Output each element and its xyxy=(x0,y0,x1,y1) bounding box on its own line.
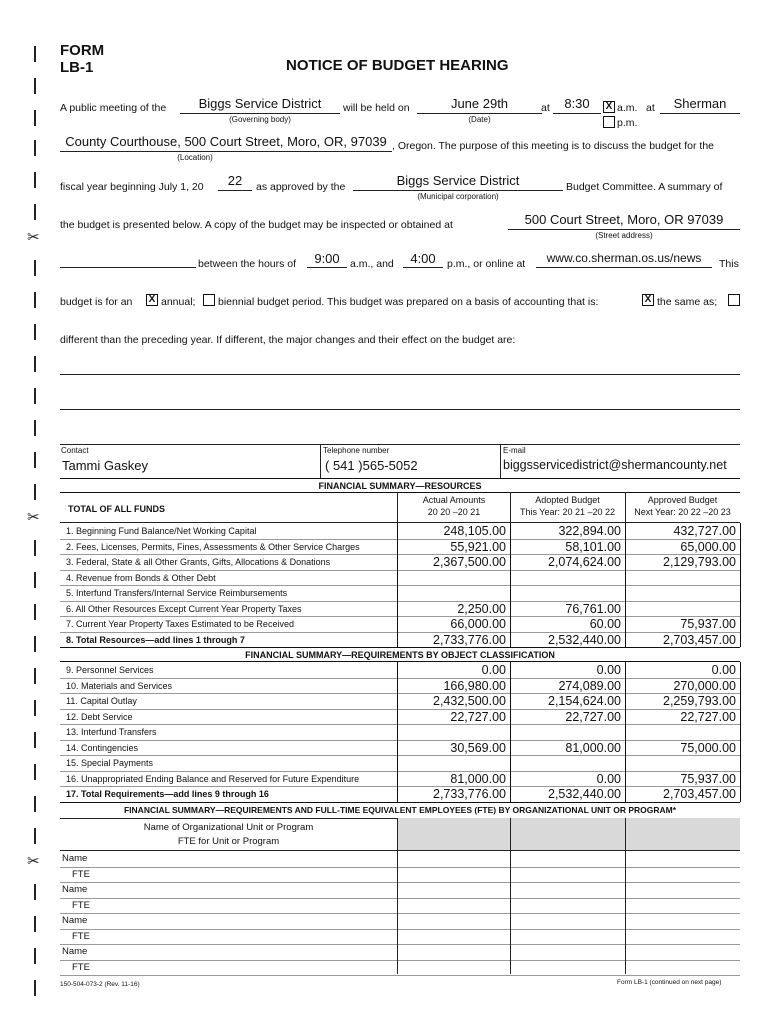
row-label: 15. Special Payments xyxy=(66,758,154,768)
label-annual: annual; xyxy=(161,296,196,308)
phone-number: 565-5052 xyxy=(362,458,418,473)
label-am-and: a.m., and xyxy=(350,258,394,270)
text-oregon: , Oregon. The purpose of this meeting is to discuss the budget for the xyxy=(392,140,714,152)
label-committee: Budget Committee. A summary of xyxy=(566,181,723,193)
fte-header-name: Name of Organizational Unit or Program xyxy=(143,822,314,833)
label-public-meeting: A public meeting of the xyxy=(60,102,167,114)
area-code: 541 xyxy=(332,458,355,473)
location-field[interactable]: County Courthouse, 500 Court Street, Moro, OR, 97039 xyxy=(65,134,387,149)
row-label: 7. Current Year Property Taxes Estimated to be Received xyxy=(66,619,294,629)
row-label: 17. Total Requirements—add lines 9 through 16 xyxy=(66,789,269,799)
label-held-on: will be held on xyxy=(343,102,410,114)
label-between: between the hours of xyxy=(198,258,297,270)
row-label: 16. Unappropriated Ending Balance and Reserved for Future Expenditure xyxy=(66,773,360,784)
amount-cell[interactable]: 0.00 xyxy=(711,663,736,677)
same-as-checkbox[interactable]: X xyxy=(642,294,654,306)
label-approved-by: as approved by the xyxy=(256,181,346,193)
name-row-label: Name xyxy=(62,884,88,895)
col-actual-title: Actual Amounts xyxy=(422,495,486,505)
total-funds-label: TOTAL OF ALL FUNDS xyxy=(68,504,165,514)
label-biennial: biennial budget period. This budget was prepared on a basis of accounting that is: xyxy=(218,296,599,308)
amount-cell[interactable]: 2,129,793.00 xyxy=(663,555,736,569)
row-label: 10. Materials and Services xyxy=(66,680,173,691)
amount-cell[interactable]: 30,569.00 xyxy=(450,740,506,755)
amount-cell[interactable]: 65,000.00 xyxy=(680,539,736,554)
row-label: 9. Personnel Services xyxy=(66,665,154,675)
caption-municipal: (Municipal corporation) xyxy=(417,192,499,201)
governing-body-field[interactable]: Biggs Service District xyxy=(198,96,322,111)
row-label: 3. Federal, State & all Other Grants, Gifts, Allocations & Donations xyxy=(66,557,331,567)
label-email: E-mail xyxy=(503,446,526,455)
footer-code: 150-504-073-2 (Rev. 11-16) xyxy=(60,981,140,988)
label-contact: Contact xyxy=(61,446,89,455)
amount-cell[interactable]: 274,089.00 xyxy=(558,678,621,693)
place-field[interactable]: Sherman xyxy=(673,96,727,111)
email-field[interactable]: biggsservicedistrict@shermancounty.net xyxy=(503,458,727,472)
amount-cell[interactable]: 75,937.00 xyxy=(680,771,736,786)
fte-row-label: FTE xyxy=(72,930,90,942)
caption-date: (Date) xyxy=(468,115,491,124)
blank-line xyxy=(60,267,196,268)
biennial-checkbox[interactable] xyxy=(203,294,215,306)
label-fiscal-year: fiscal year beginning July 1, 20 xyxy=(60,181,204,193)
name-row-label: Name xyxy=(62,853,88,864)
amount-cell[interactable]: 22,727.00 xyxy=(680,709,736,724)
requirements-section-title: FINANCIAL SUMMARY—REQUIREMENTS BY OBJECT CLASSIFICATION xyxy=(245,650,555,660)
street-address-field[interactable]: 500 Court Street, Moro, OR 97039 xyxy=(524,212,724,227)
pm-checkbox[interactable] xyxy=(603,116,615,128)
row-label: 12. Debt Service xyxy=(66,711,133,722)
fte-header-shade xyxy=(397,818,740,850)
amount-cell[interactable]: 2,432,500.00 xyxy=(433,694,506,708)
amount-cell[interactable]: 60.00 xyxy=(589,617,621,631)
row-label: 14. Contingencies xyxy=(66,742,139,753)
amount-cell[interactable]: 2,703,457.00 xyxy=(663,787,736,801)
amount-cell[interactable]: 0.00 xyxy=(481,663,506,677)
col-adopted-title: Adopted Budget xyxy=(535,495,600,505)
amount-cell[interactable]: 2,532,440.00 xyxy=(548,787,621,801)
fte-row-label: FTE xyxy=(72,961,90,973)
fiscal-year-field[interactable]: 22 xyxy=(227,173,243,188)
row-label: 11. Capital Outlay xyxy=(66,696,137,706)
label-pm-online: p.m., or online at xyxy=(447,258,526,270)
amount-cell[interactable]: 2,154,624.00 xyxy=(548,694,621,708)
row-label: 1. Beginning Fund Balance/Net Working Capital xyxy=(66,526,257,536)
amount-cell[interactable]: 22,727.00 xyxy=(450,709,506,724)
amount-cell[interactable]: 322,894.00 xyxy=(558,524,621,538)
row-label: 5. Interfund Transfers/Internal Service Reimbursements xyxy=(66,588,288,598)
amount-cell[interactable]: 2,250.00 xyxy=(457,601,506,616)
label-at: at xyxy=(541,102,550,114)
hours-to-field[interactable]: 4:00 xyxy=(410,251,436,266)
amount-cell[interactable]: 0.00 xyxy=(596,771,621,786)
phone-field[interactable]: ( 541 )565-5052 xyxy=(325,458,418,473)
label-am: a.m. xyxy=(617,102,638,114)
row-label: 4. Revenue from Bonds & Other Debt xyxy=(66,572,216,583)
hours-from-field[interactable]: 9:00 xyxy=(314,251,340,266)
scissors-icon: ✂ xyxy=(27,229,40,246)
fte-section-title: FINANCIAL SUMMARY—REQUIREMENTS AND FULL-TIME EQUIVALENT EMPLOYEES (FTE) BY ORGANIZATIONAL UNIT OR PROGRAM* xyxy=(123,805,677,815)
col-approved-years: Next Year: 20 22 –20 23 xyxy=(634,507,731,517)
changes-line-2[interactable] xyxy=(60,409,740,410)
fte-header-fte: FTE for Unit or Program xyxy=(177,836,280,847)
different-checkbox[interactable] xyxy=(728,294,740,306)
amount-cell[interactable]: 2,074,624.00 xyxy=(548,555,621,569)
amount-cell[interactable]: 166,980.00 xyxy=(443,678,506,693)
amount-cell[interactable]: 58,101.00 xyxy=(565,539,621,554)
amount-cell[interactable]: 248,105.00 xyxy=(443,524,506,538)
page-title: NOTICE OF BUDGET HEARING xyxy=(286,57,509,74)
fte-row-label: FTE xyxy=(72,868,90,880)
date-field[interactable]: June 29th xyxy=(450,96,509,111)
amount-cell[interactable]: 270,000.00 xyxy=(673,678,736,693)
amount-cell[interactable]: 2,367,500.00 xyxy=(433,555,506,569)
amount-cell[interactable]: 81,000.00 xyxy=(450,771,506,786)
caption-location: (Location) xyxy=(177,153,213,162)
footer-next: Form LB-1 (continued on next page) xyxy=(617,979,722,986)
form-id: LB-1 xyxy=(60,59,94,76)
caption-street: (Street address) xyxy=(595,231,653,240)
amount-cell[interactable]: 2,703,457.00 xyxy=(663,632,736,647)
municipal-corp-field[interactable]: Biggs Service District xyxy=(396,173,520,188)
amount-cell[interactable]: 2,259,793.00 xyxy=(663,694,736,708)
amount-cell[interactable]: 75,000.00 xyxy=(680,740,736,755)
form-label: FORM xyxy=(60,42,105,59)
contact-name-field[interactable]: Tammi Gaskey xyxy=(62,458,148,473)
label-same-as: the same as; xyxy=(657,296,718,308)
changes-line-1[interactable] xyxy=(60,374,740,375)
amount-cell[interactable]: 66,000.00 xyxy=(450,617,506,631)
amount-cell[interactable]: 76,761.00 xyxy=(565,601,621,616)
row-label: 13. Interfund Transfers xyxy=(66,727,157,737)
amount-cell[interactable]: 2,733,776.00 xyxy=(433,787,506,801)
amount-cell[interactable]: 2,733,776.00 xyxy=(433,632,506,647)
label-pm: p.m. xyxy=(617,117,638,129)
label-at-2: at xyxy=(646,102,655,114)
col-approved-title: Approved Budget xyxy=(647,495,718,505)
time-field[interactable]: 8:30 xyxy=(564,96,590,111)
row-label: 6. All Other Resources Except Current Year Property Taxes xyxy=(66,603,302,614)
name-row-label: Name xyxy=(62,946,88,957)
amount-cell[interactable]: 81,000.00 xyxy=(565,740,621,755)
fte-row-label: FTE xyxy=(72,899,90,911)
row-label: 8. Total Resources—add lines 1 through 7 xyxy=(66,634,245,645)
amount-cell[interactable]: 55,921.00 xyxy=(450,539,506,554)
label-budget-for: budget is for an xyxy=(60,296,133,308)
am-checkbox[interactable]: X xyxy=(603,101,615,113)
amount-cell[interactable]: 75,937.00 xyxy=(680,617,736,631)
label-different: different than the preceding year. If different, the major changes and their effect on the budget are: xyxy=(60,334,516,346)
resources-section-title: FINANCIAL SUMMARY—RESOURCES xyxy=(318,481,482,491)
annual-checkbox[interactable]: X xyxy=(146,294,158,306)
website-field[interactable]: www.co.sherman.os.us/news xyxy=(546,251,702,265)
amount-cell[interactable]: 432,727.00 xyxy=(673,524,736,538)
amount-cell[interactable]: 22,727.00 xyxy=(565,709,621,724)
col-actual-years: 20 20 –20 21 xyxy=(427,507,481,517)
caption-governing-body: (Governing body) xyxy=(229,115,291,124)
col-adopted-years: This Year: 20 21 –20 22 xyxy=(519,507,616,517)
amount-cell[interactable]: 2,532,440.00 xyxy=(548,632,621,647)
amount-cell[interactable]: 0.00 xyxy=(596,663,621,677)
scissors-icon: ✂ xyxy=(27,853,40,870)
scissors-icon: ✂ xyxy=(27,509,40,526)
name-row-label: Name xyxy=(62,915,88,926)
label-this: This xyxy=(719,258,739,270)
label-phone: Telephone number xyxy=(323,446,390,455)
label-copy: the budget is presented below. A copy of the budget may be inspected or obtained at xyxy=(60,219,453,231)
row-label: 2. Fees, Licenses, Permits, Fines, Assessments & Other Service Charges xyxy=(66,541,360,552)
